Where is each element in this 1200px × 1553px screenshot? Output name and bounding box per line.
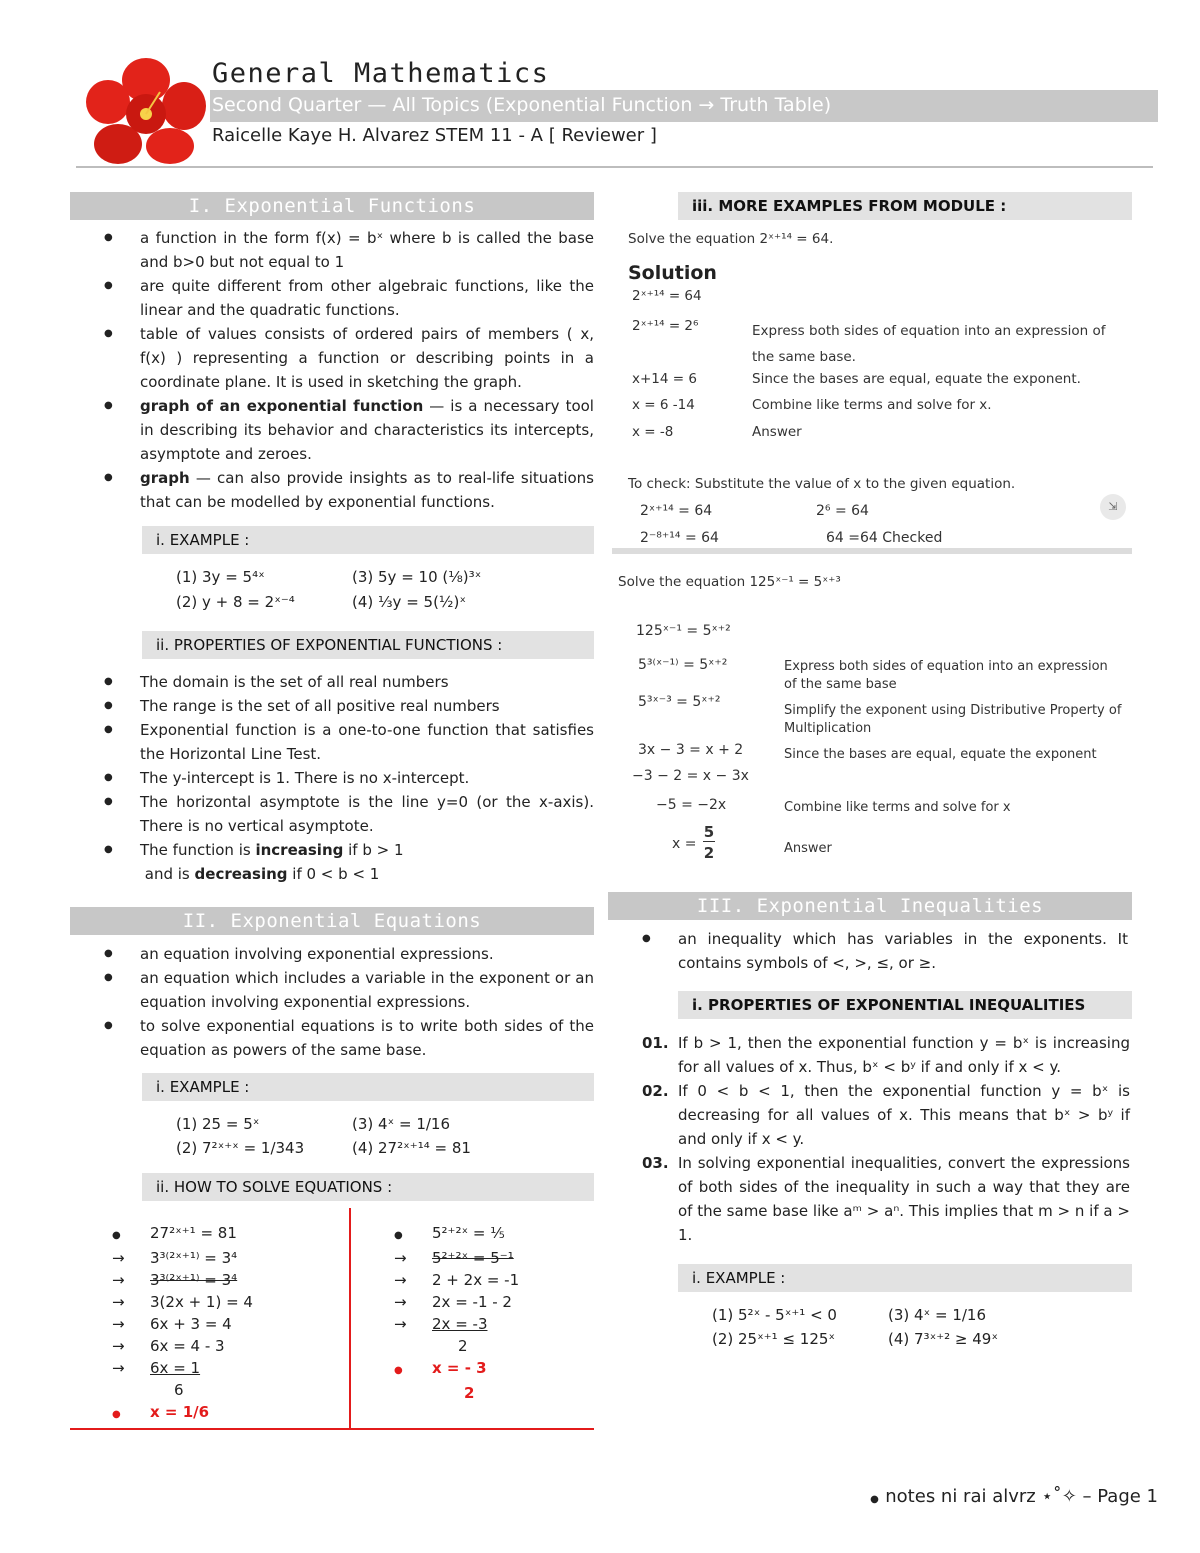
text: The function is — [140, 841, 256, 859]
ex1-explanation: Since the bases are equal, equate the exponent. — [752, 371, 1081, 387]
arrow-icon: → — [112, 1337, 125, 1355]
list-item: ● The range is the set of all positive real numbers — [70, 694, 594, 718]
step-text: 2x = -1 - 2 — [432, 1293, 512, 1311]
ex2-x-equals: x = — [672, 836, 697, 852]
list-item: ● an equation which includes a variable in the exponent or an equation involving exponential expressions. — [70, 966, 594, 1014]
red-divider-vertical — [349, 1208, 351, 1430]
example-item: (3) 5y = 10 (⅛)³ˣ — [352, 568, 482, 586]
ex1-equation: 2ˣ⁺¹⁴ = 64 — [632, 288, 702, 304]
list-item — [642, 1031, 1130, 1079]
red-divider-horizontal — [70, 1428, 594, 1430]
fraction-numerator: 5 — [703, 823, 715, 841]
step-text: 3³⁽²ˣ⁺¹⁾ = 3⁴ — [150, 1271, 238, 1289]
hibiscus-flower-icon — [86, 58, 208, 166]
module-example2-prompt: Solve the equation 125ˣ⁻¹ = 5ˣ⁺³ — [618, 574, 841, 590]
ex1-explanation: Express both sides of equation into an expression of the same base. — [752, 323, 1106, 365]
fraction-denominator: 2 — [703, 844, 715, 862]
arrow-icon: → — [394, 1315, 407, 1333]
list-item — [70, 838, 594, 886]
step-row — [112, 1222, 253, 1247]
ex1-explanation: Answer — [752, 424, 802, 440]
step-row — [112, 1379, 253, 1401]
step-text: x = - 3 — [432, 1359, 487, 1377]
example-subheading: i. EXAMPLE : — [142, 1073, 594, 1101]
list-item: ● a function in the form f(x) = bˣ where b is called the base and b>0 but not equal to 1 — [70, 226, 594, 274]
ex2-equation: −3 − 2 = x − 3x — [632, 768, 749, 784]
module-example1-prompt: Solve the equation 2ˣ⁺¹⁴ = 64. — [628, 231, 834, 247]
step-row-answer — [112, 1401, 253, 1426]
example-item: (4) 7³ˣ⁺² ≥ 49ˣ — [888, 1330, 999, 1348]
bullet-dot: ● — [394, 1365, 403, 1376]
example-item: (3) 4ˣ = 1/16 — [352, 1115, 451, 1133]
ex2-explanation: Combine like terms and solve for x — [784, 800, 1011, 815]
check-equation: 2⁻⁸⁺¹⁴ = 64 — [640, 530, 719, 546]
bullet-dot: ● — [112, 1409, 121, 1420]
section-exponential-inequalities-heading: III. Exponential Inequalities — [608, 892, 1132, 920]
example-item: (3) 4ˣ = 1/16 — [888, 1306, 987, 1324]
list-item: ● Exponential function is a one-to-one function that satisfies the Horizontal Line Test. — [70, 718, 594, 766]
ex2-equation: 3x − 3 = x + 2 — [638, 742, 744, 758]
bullet-dot: ● — [394, 1230, 403, 1241]
item-text: If 0 < b < 1, then the exponential function y = bˣ is decreasing for all values of x. This means that bˣ > bʸ if and only if x < y. — [678, 1082, 1130, 1148]
arrow-icon: → — [394, 1271, 407, 1289]
example-item: (1) 25 = 5ˣ — [176, 1115, 260, 1133]
item-number: 03. — [642, 1154, 669, 1172]
step-text: 27²ˣ⁺¹ = 81 — [150, 1224, 237, 1242]
ex1-explanation: Combine like terms and solve for x. — [752, 397, 992, 413]
step-row — [394, 1291, 519, 1313]
list-item: ● table of values consists of ordered pairs of members ( x, f(x) ) representing a function or describing points in a coordinate plane. It is used in sketching the graph. — [70, 322, 594, 394]
section-exponential-functions-heading: I. Exponential Functions — [70, 192, 594, 220]
right-solution-steps — [394, 1222, 519, 1404]
list-item: ● The domain is the set of all real numbers — [70, 670, 594, 694]
ex1-equation: x = -8 — [632, 424, 674, 440]
list-item: ● The horizontal asymptote is the line y=0 (or the x-axis). There is no vertical asymptote. — [70, 790, 594, 838]
step-row — [112, 1247, 253, 1269]
step-text: 2 + 2x = -1 — [432, 1271, 520, 1289]
list-item: ● an inequality which has variables in the exponents. It contains symbols of <, >, ≤, or ≥. — [608, 927, 1128, 975]
step-text: 6x = 1 — [150, 1359, 201, 1377]
ex2-explanation: Answer — [784, 841, 832, 856]
list-item-text: can also provide insights as to real-life situations that can be modelled by exponential functions. — [140, 469, 594, 511]
list-item: ● an equation involving exponential expressions. — [70, 942, 594, 966]
step-text: 2x = -3 — [432, 1315, 488, 1333]
step-text: 3³⁽²ˣ⁺¹⁾ = 3⁴ — [150, 1249, 238, 1267]
step-text: 3(2x + 1) = 4 — [150, 1293, 253, 1311]
step-row — [394, 1222, 519, 1247]
ex2-equation: 5³ˣ⁻³ = 5ˣ⁺² — [638, 694, 721, 710]
section4-bullets — [608, 927, 1128, 975]
step-text: 6x + 3 = 4 — [150, 1315, 232, 1333]
arrow-icon: → — [112, 1271, 125, 1289]
list-item-text: is a necessary tool in describing its behavior and characteristics its intercepts, asymptote and zeroes. — [140, 397, 594, 463]
check-result: 64 =64 Checked — [826, 530, 943, 546]
ex2-equation: −5 = −2x — [656, 797, 727, 813]
ex1-equation: x = 6 -14 — [632, 397, 695, 413]
properties-list — [70, 670, 594, 886]
inequality-example-subheading: i. EXAMPLE : — [678, 1264, 1132, 1292]
item-text: If b > 1, then the exponential function y = bˣ is increasing for all values of x. Thus, bˣ < bʸ if and only if x < y. — [678, 1034, 1130, 1076]
arrow-icon: → — [112, 1359, 125, 1377]
example-item: (4) ⅓y = 5(½)ˣ — [352, 593, 466, 611]
bullet-dot-icon: ● — [870, 1494, 886, 1505]
example-item: (1) 5²ˣ - 5ˣ⁺¹ < 0 — [712, 1306, 837, 1324]
step-row — [394, 1247, 519, 1269]
ex2-explanation: Express both sides of equation into an expression of the same base — [784, 659, 1108, 692]
ex2-explanation: Simplify the exponent using Distributive Property of Multiplication — [784, 703, 1122, 736]
ex2-equation: 5³⁽ˣ⁻¹⁾ = 5ˣ⁺² — [638, 657, 728, 673]
section-exponential-equations-heading: II. Exponential Equations — [70, 907, 594, 935]
dash: — — [423, 397, 451, 415]
step-text: 6x = 4 - 3 — [150, 1337, 225, 1355]
page-subtitle: Second Quarter — All Topics (Exponential Function → Truth Table) — [212, 94, 832, 116]
check-equation: 2⁶ = 64 — [816, 503, 869, 519]
example-subheading: i. EXAMPLE : — [142, 526, 594, 554]
dash: — — [189, 469, 218, 487]
example-item: (2) 7²ˣ⁺ˣ = 1/343 — [176, 1139, 305, 1157]
step-text: 2 — [464, 1384, 475, 1402]
list-item: ● are quite different from other algebraic functions, like the linear and the quadratic functions. — [70, 274, 594, 322]
step-row — [112, 1357, 253, 1379]
example-item: (4) 27²ˣ⁺¹⁴ = 81 — [352, 1139, 471, 1157]
page-title: General Mathematics — [212, 58, 550, 89]
step-row — [112, 1313, 253, 1335]
check-prompt: To check: Substitute the value of x to the given equation. — [628, 476, 1016, 492]
bullet-dot: ● — [112, 1230, 121, 1241]
bold-term: decreasing — [194, 865, 288, 883]
check-equation: 2ˣ⁺¹⁴ = 64 — [640, 503, 713, 519]
step-text: 5²⁺²ˣ = ⅕ — [432, 1224, 505, 1242]
step-row — [394, 1269, 519, 1291]
zoom-handle-icon[interactable]: ⇲ — [1100, 494, 1126, 520]
bold-term: graph — [140, 469, 190, 487]
properties-subheading: ii. PROPERTIES OF EXPONENTIAL FUNCTIONS : — [142, 631, 594, 659]
step-text: 5²⁺²ˣ = 5⁻¹ — [432, 1249, 514, 1267]
ex1-equation: x+14 = 6 — [632, 371, 697, 387]
list-item — [70, 466, 594, 514]
howto-subheading: ii. HOW TO SOLVE EQUATIONS : — [142, 1173, 594, 1201]
step-text: x = 1/6 — [150, 1403, 210, 1421]
item-text: In solving exponential inequalities, convert the expressions of both sides of the inequality in such a way that they are of the same base like aᵐ > aⁿ. This implies that m > n if a > 1. — [678, 1154, 1130, 1244]
example-item: (1) 3y = 5⁴ˣ — [176, 568, 265, 586]
inequality-properties-subheading: i. PROPERTIES OF EXPONENTIAL INEQUALITIES — [678, 991, 1132, 1019]
section2-bullets — [70, 942, 594, 1062]
header-divider — [76, 166, 1153, 168]
solution-label: Solution — [628, 262, 717, 284]
module-examples-subheading: iii. MORE EXAMPLES FROM MODULE : — [678, 192, 1132, 220]
step-row-answer — [394, 1357, 519, 1382]
step-row — [112, 1269, 253, 1291]
text: and is — [144, 865, 195, 883]
step-text: 6 — [174, 1381, 184, 1399]
footer-text: notes ni rai alvrz ⋆˚✧ – Page 1 — [885, 1486, 1158, 1507]
ex2-explanation: Since the bases are equal, equate the exponent — [784, 747, 1097, 762]
step-row — [394, 1313, 519, 1335]
step-row — [112, 1335, 253, 1357]
arrow-icon: → — [112, 1249, 125, 1267]
list-item: ● to solve exponential equations is to write both sides of the equation as powers of the same base. — [70, 1014, 594, 1062]
arrow-icon: → — [112, 1315, 125, 1333]
step-row — [394, 1335, 519, 1357]
step-text: 2 — [458, 1337, 468, 1355]
text: if 0 < b < 1 — [287, 865, 380, 883]
example-item: (2) y + 8 = 2ˣ⁻⁴ — [176, 593, 295, 611]
item-number: 01. — [642, 1034, 669, 1052]
left-solution-steps — [112, 1222, 253, 1426]
step-row — [112, 1291, 253, 1313]
arrow-icon: → — [112, 1293, 125, 1311]
list-item — [642, 1079, 1130, 1151]
example-item: (2) 25ˣ⁺¹ ≤ 125ˣ — [712, 1330, 836, 1348]
section1-bullets — [70, 226, 594, 514]
bold-term: increasing — [255, 841, 344, 859]
page-footer — [870, 1486, 1158, 1507]
text: if b > 1 — [343, 841, 404, 859]
ex2-equation: 125ˣ⁻¹ = 5ˣ⁺² — [636, 623, 731, 639]
ex1-equation: 2ˣ⁺¹⁴ = 2⁶ — [632, 318, 699, 334]
list-item — [642, 1151, 1130, 1247]
list-item: ● The y-intercept is 1. There is no x-intercept. — [70, 766, 594, 790]
inequality-properties-list — [642, 1031, 1130, 1247]
image-divider — [612, 548, 1132, 554]
bold-term: graph of an exponential function — [140, 397, 424, 415]
arrow-icon: → — [394, 1293, 407, 1311]
step-row — [394, 1382, 519, 1404]
author-line: Raicelle Kaye H. Alvarez STEM 11 - A [ Reviewer ] — [212, 125, 657, 146]
arrow-icon: → — [394, 1249, 407, 1267]
item-number: 02. — [642, 1082, 669, 1100]
list-item — [70, 394, 594, 466]
